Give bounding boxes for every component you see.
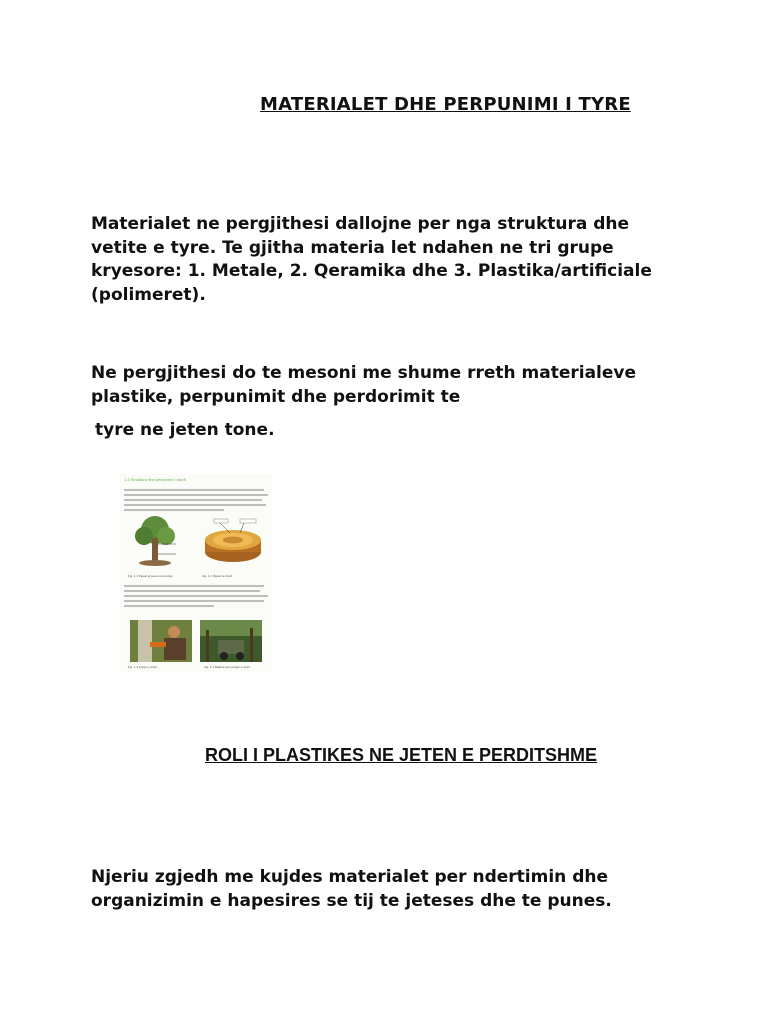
section-paragraph: Njeriu zgjedh me kujdes materialet per ndertimin dhe organizimin e hapesires se tij te jeteses dhe te punes. — [91, 867, 612, 911]
figure-text-line — [124, 585, 264, 587]
figure-text-line — [124, 605, 214, 607]
woodcutter-photo — [130, 620, 192, 662]
intro-paragraph: Materialet ne pergjithesi dallojne per nga struktura dhe vetite e tyre. Te gjitha materia let ndahen ne tri grupe kryesore: 1. Metale, 2. Qeramika dhe 3. Plastika/artificiale (polimeret). — [91, 214, 652, 305]
figure-text-line — [124, 504, 266, 506]
figure-text-line — [124, 590, 260, 592]
figure-text-line — [124, 494, 268, 496]
body-paragraph: Ne pergjithesi do te mesoni me shume rreth materialeve plastike, perpunimit dhe perdorimit te — [91, 363, 637, 407]
page-title: MATERIALET DHE PERPUNIMI I TYRE — [260, 94, 631, 115]
section-heading: ROLI I PLASTIKES NE JETEN E PERDITSHME — [205, 745, 598, 765]
body-paragraph-continued: tyre ne jeten tone. — [95, 420, 275, 440]
wood-cross-section-illustration — [200, 518, 266, 570]
textbook-page-image — [120, 474, 272, 672]
figure-text-line — [124, 600, 264, 602]
figure-caption: Fig. 1.4 Makinë për prerjen e drurit — [204, 665, 251, 669]
figure-text-line — [124, 499, 262, 501]
tree-illustration — [126, 514, 184, 568]
figure-caption: Fig. 1.3 Prerja e drurit — [128, 665, 158, 669]
forestry-machine-photo — [200, 620, 262, 662]
figure-text-line — [124, 595, 268, 597]
figure-text-line — [124, 509, 224, 511]
figure-caption: Fig. 1.2 Pjesët të drurit — [202, 574, 233, 578]
figure-text-line — [124, 489, 264, 491]
figure-heading: 1.3 Struktura dhe perpunimi i drurit — [124, 477, 186, 482]
figure-caption: Fig. 1.1 Pjesët kryesore të pemës — [128, 574, 173, 578]
